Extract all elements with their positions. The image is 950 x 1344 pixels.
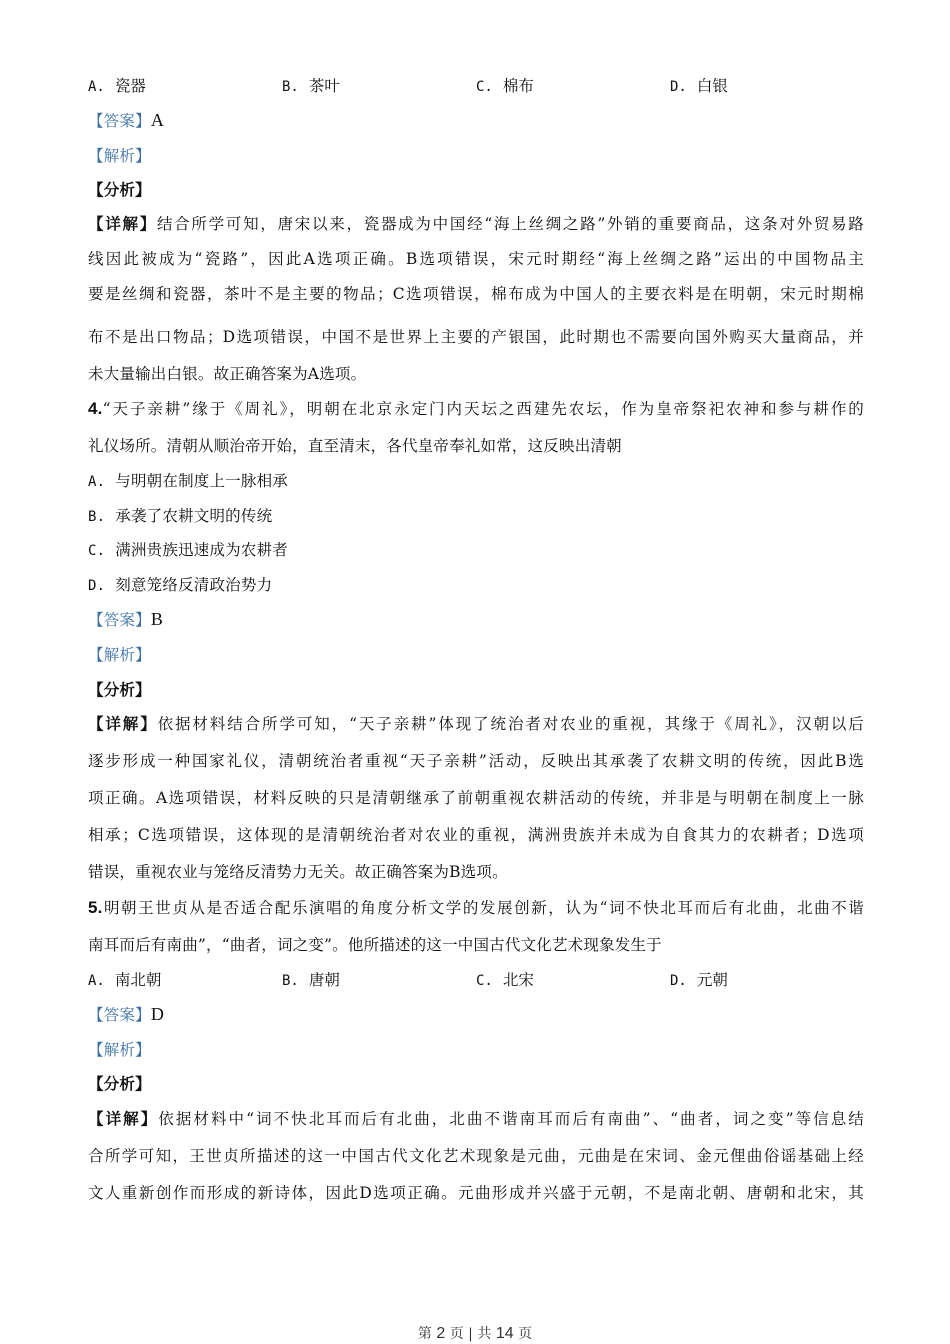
q4-detail-line: 错误，重视农业与笼络反清势力无关。故正确答案为B选项。 [88, 863, 508, 881]
q3-detail-line: 线因此被成为“瓷路”，因此A选项正确。B选项错误，宋元时期经“海上丝绸之路”运出的中国物品主 [88, 250, 864, 268]
jiexi-label: 【解析】 [88, 646, 151, 664]
q3-answer [88, 110, 864, 131]
answer-value: D [150, 1004, 165, 1024]
xiangjie-label: 【详解】 [88, 714, 158, 733]
document-page: A. 瓷器 B. 茶叶 C. 棉布 D. 白银 【答案】A 【解析】 【分析】 【详解】结合所学可知，唐宋以来，瓷器成为中国经“海上丝绸之路”外销的重要商品，这条对外贸易路 线因此被成为“瓷路”，因此A选项正确。B选项错误，宋元时期经“海上丝绸之路”运出的中国物品主 要是丝绸和瓷器，茶叶不是主要的物品；C选项错误，棉布成为中国人的主要衣料是在明朝，宋元时期棉 布不是出口物品；D选项错误，中国不是世界上主要的产银国，此时期也不需要向国外购买大量商品，并 未大量输出白银。故正确答案为A选项。 4.“天子亲耕”缘于《周礼》，明朝在北京永定门内天坛之西建先农坛，作为皇帝祭祀农神和参与耕作的 礼仪场所。清朝从顺治帝开始，直至清末，各代皇帝奉礼如常，这反映出清朝 A. 与明朝在制度上一脉相承 B. 承袭了农耕文明的传统 C. 满洲贵族迅速成为农耕者 D. 刻意笼络反清政治势力 【答案】B 【解析】 【分析】 【详解】依据材料结合所学可知，“天子亲耕”体现了统治者对农业的重视，其缘于《周礼》，汉朝以后 逐步形成一种国家礼仪，清朝统治者重视“天子亲耕”活动，反映出其承袭了农耕文明的传统，因此B选 项正确。A选项错误，材料反映的只是清朝继承了前朝重视农耕活动的传统，并非是与明朝在制度上一脉 相承；C选项错误，这体现的是清朝统治者对农业的重视，满洲贵族并未成为自食其力的农耕者；D选项 错误，重视农业与笼络反清势力无关。故正确答案为B选项。 5.明朝王世贞从是否适合配乐演唱的角度分析文学的发展创新，认为“词不快北耳而后有北曲，北曲不谐 南耳而后有南曲”，“曲者，词之变”。他所描述的这一中国古代文化艺术现象发生于 A. 南北朝 B. 唐朝 C. 北宋 D. 元朝 【答案】D 【解析】 【分析】 【详解】依据材料中“词不快北耳而后有北曲，北曲不谐南耳而后有南曲”、“曲者，词之变”等信息结 合所学可知，王世贞所描述的这一中国古代文化艺术现象是元曲，元曲是在宋词、金元俚曲俗谣基础上经 文人重新创作而形成的新诗体，因此D选项正确。元曲形成并兴盛于元朝，不是南北朝、唐朝和北宋，其 第 2 页 | 共 14 页 [0, 0, 950, 1344]
q5-option-d: D. 元朝 [670, 971, 728, 989]
current-page: 2 [436, 1325, 446, 1342]
q5-option-b: B. 唐朝 [282, 971, 340, 989]
answer-label: 【答案】 [88, 112, 151, 130]
xiangjie-label: 【详解】 [88, 1109, 159, 1128]
question-number: 4. [88, 399, 103, 418]
q4-answer [88, 609, 864, 630]
q5-stem: 5.明朝王世贞从是否适合配乐演唱的角度分析文学的发展创新，认为“词不快北耳而后有北曲，北曲不谐 [88, 898, 864, 917]
jiexi-label: 【解析】 [88, 147, 151, 165]
answer-label: 【答案】 [88, 1006, 151, 1024]
q4-detail-line: 项正确。A选项错误，材料反映的只是清朝继承了前朝重视农耕活动的传统，并非是与明朝在制度上一脉 [88, 789, 864, 807]
q3-option-a: A. 瓷器 [88, 77, 146, 95]
q3-option-d: D. 白银 [670, 77, 728, 95]
q4-jiexi [88, 645, 864, 665]
xiangjie-label: 【详解】 [88, 214, 157, 233]
q3-detail-line: 未大量输出白银。故正确答案为A选项。 [88, 365, 367, 383]
q4-stem: 4.“天子亲耕”缘于《周礼》，明朝在北京永定门内天坛之西建先农坛，作为皇帝祭祀农神和参与耕作的 [88, 399, 864, 418]
q5-option-a: A. 南北朝 [88, 971, 162, 989]
q5-detail-line: 【详解】依据材料中“词不快北耳而后有北曲，北曲不谐南耳而后有南曲”、“曲者，词之变”等信息结 [88, 1109, 864, 1128]
q5-jiexi [88, 1040, 864, 1060]
jiexi-label: 【解析】 [88, 1041, 151, 1059]
q3-detail-line: 要是丝绸和瓷器，茶叶不是主要的物品；C选项错误，棉布成为中国人的主要衣料是在明朝，宋元时期棉 [88, 285, 864, 303]
answer-value: B [150, 609, 164, 629]
answer-value: A [150, 110, 165, 130]
q5-answer [88, 1004, 864, 1025]
q3-fenxi [88, 180, 864, 200]
q3-detail-line: 布不是出口物品；D选项错误，中国不是世界上主要的产银国，此时期也不需要向国外购买大量商品，并 [88, 328, 864, 346]
q5-fenxi [88, 1074, 864, 1094]
fenxi-label: 【分析】 [88, 1074, 151, 1093]
fenxi-label: 【分析】 [88, 180, 151, 199]
q4-detail-line: 【详解】依据材料结合所学可知，“天子亲耕”体现了统治者对农业的重视，其缘于《周礼》，汉朝以后 [88, 714, 864, 733]
q5-detail-line: 文人重新创作而形成的新诗体，因此D选项正确。元曲形成并兴盛于元朝，不是南北朝、唐朝和北宋，其 [88, 1184, 864, 1202]
q4-detail-line: 相承；C选项错误，这体现的是清朝统治者对农业的重视，满洲贵族并未成为自食其力的农耕者；D选项 [88, 826, 864, 844]
fenxi-label: 【分析】 [88, 680, 151, 699]
q5-option-c: C. 北宋 [476, 971, 534, 989]
question-number: 5. [88, 898, 103, 917]
q3-detail-line: 【详解】结合所学可知，唐宋以来，瓷器成为中国经“海上丝绸之路”外销的重要商品，这条对外贸易路 [88, 214, 864, 233]
q3-jiexi [88, 146, 864, 166]
answer-label: 【答案】 [88, 611, 151, 629]
q4-fenxi [88, 680, 864, 700]
page-footer: 第 2 页 | 共 14 页 [417, 1325, 533, 1342]
q3-option-c: C. 棉布 [476, 77, 534, 95]
q5-detail-line: 合所学可知，王世贞所描述的这一中国古代文化艺术现象是元曲，元曲是在宋词、金元俚曲俗谣基础上经 [88, 1147, 864, 1165]
q4-stem-line: 礼仪场所。清朝从顺治帝开始，直至清末，各代皇帝奉礼如常，这反映出清朝 [88, 437, 622, 455]
q5-stem-line: 南耳而后有南曲”，“曲者，词之变”。他所描述的这一中国古代文化艺术现象发生于 [88, 936, 662, 954]
q4-detail-line: 逐步形成一种国家礼仪，清朝统治者重视“天子亲耕”活动，反映出其承袭了农耕文明的传统，因此B选 [88, 752, 864, 770]
total-pages: 14 [495, 1325, 514, 1342]
q3-option-b: B. 茶叶 [282, 77, 340, 95]
